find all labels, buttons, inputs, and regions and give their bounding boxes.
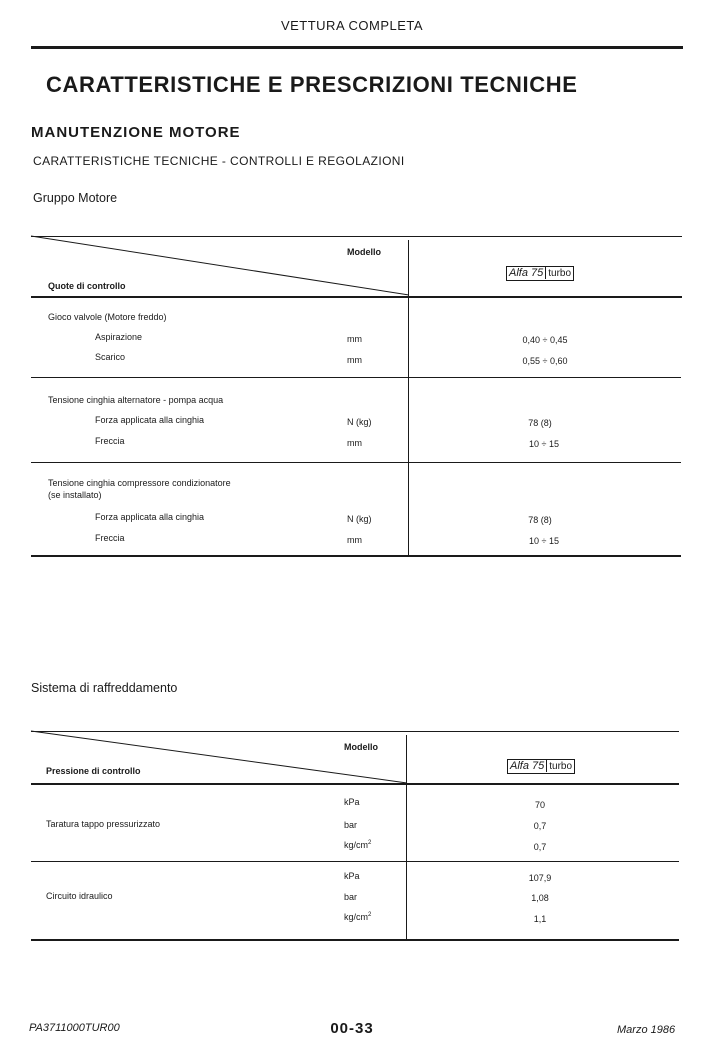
table2-model-badge: [507, 756, 575, 774]
table1-group-note: (se installato): [48, 490, 102, 500]
table2-header-diagonal: [31, 731, 407, 784]
table2-bottom-rule: [31, 939, 679, 941]
param-label: Freccia: [95, 533, 125, 543]
table2-group-title: Circuito idraulico: [46, 891, 113, 901]
param-label: Forza applicata alla cinghia: [95, 512, 205, 522]
table1-column-divider: [408, 240, 409, 556]
param-unit: mm: [347, 334, 362, 344]
param-unit: $kg/cm^2$: [344, 912, 372, 922]
param-value: 0,40 ÷ 0,45: [522, 335, 568, 345]
param-unit: $kg/cm^2$: [344, 840, 372, 850]
param-unit: mm: [347, 438, 362, 448]
param-unit: kPa: [344, 797, 360, 807]
model-badge-name: Alfa 75: [509, 267, 546, 279]
section-title: MANUTENZIONE MOTORE: [31, 124, 241, 141]
page-number: 00-33: [330, 1020, 374, 1037]
param-unit: N (kg): [347, 514, 372, 524]
param-value: 1,08: [531, 893, 549, 903]
table1-row-rule: [31, 462, 681, 463]
running-header: VETTURA COMPLETA: [280, 18, 424, 33]
table1-row-header: Quote di controllo: [48, 281, 126, 291]
table2-header-rule: [31, 783, 679, 785]
table2-row-header: Pressione di controllo: [46, 766, 141, 776]
param-label: Aspirazione: [95, 332, 143, 342]
param-unit: mm: [347, 535, 362, 545]
model-badge-name: Alfa 75: [510, 760, 547, 772]
param-value: 78 (8): [528, 418, 552, 428]
table2-group-title: Sistema di raffreddamento: [31, 681, 178, 695]
publication-date: Marzo 1986: [617, 1024, 676, 1036]
table1-group-title: Tensione cinghia compressore condizionatore: [48, 478, 231, 488]
param-value: 70: [534, 800, 545, 810]
table1-group-title: Tensione cinghia alternatore - pompa acqua: [48, 395, 224, 405]
table1-row-rule: [31, 377, 681, 378]
table2-row-rule: [31, 861, 679, 862]
param-label: Forza applicata alla cinghia: [95, 415, 205, 425]
model-badge-variant: turbo: [549, 761, 573, 772]
section-subtitle: CARATTERISTICHE TECNICHE - CONTROLLI E REGOLAZIONI: [33, 154, 405, 168]
document-code: PA3711000TUR00: [29, 1022, 120, 1034]
page-title: CARATTERISTICHE E PRESCRIZIONI TECNICHE: [46, 72, 578, 97]
model-badge-variant: turbo: [548, 268, 572, 279]
param-unit: mm: [347, 355, 362, 365]
param-unit: bar: [344, 820, 358, 830]
param-unit: kPa: [344, 871, 360, 881]
param-value: 0,55 ÷ 0,60: [522, 356, 568, 366]
table2-group-title: Taratura tappo pressurizzato: [46, 819, 161, 829]
table2-column-divider: [406, 735, 407, 940]
param-value: 0,7: [533, 842, 547, 852]
table1-group-title: Gruppo Motore: [33, 191, 118, 205]
param-value: 0,7: [533, 821, 547, 831]
param-unit: bar: [344, 892, 358, 902]
table1-model-header: Modello: [347, 247, 381, 257]
param-value: 10 ÷ 15: [529, 439, 559, 449]
param-label: Freccia: [95, 436, 125, 446]
table1-bottom-rule: [31, 555, 681, 557]
table1-model-badge: [506, 263, 574, 281]
param-unit: N (kg): [347, 417, 372, 427]
table1-header-rule: [31, 296, 682, 298]
param-value: 78 (8): [528, 515, 552, 525]
header-rule: [31, 46, 683, 49]
table2-model-header: Modello: [344, 742, 378, 752]
param-label: Scarico: [95, 352, 126, 362]
param-value: 1,1: [533, 914, 547, 924]
param-value: 10 ÷ 15: [529, 536, 559, 546]
param-value: 107,9: [528, 873, 552, 883]
table1-group-title: Gioco valvole (Motore freddo): [48, 312, 167, 322]
